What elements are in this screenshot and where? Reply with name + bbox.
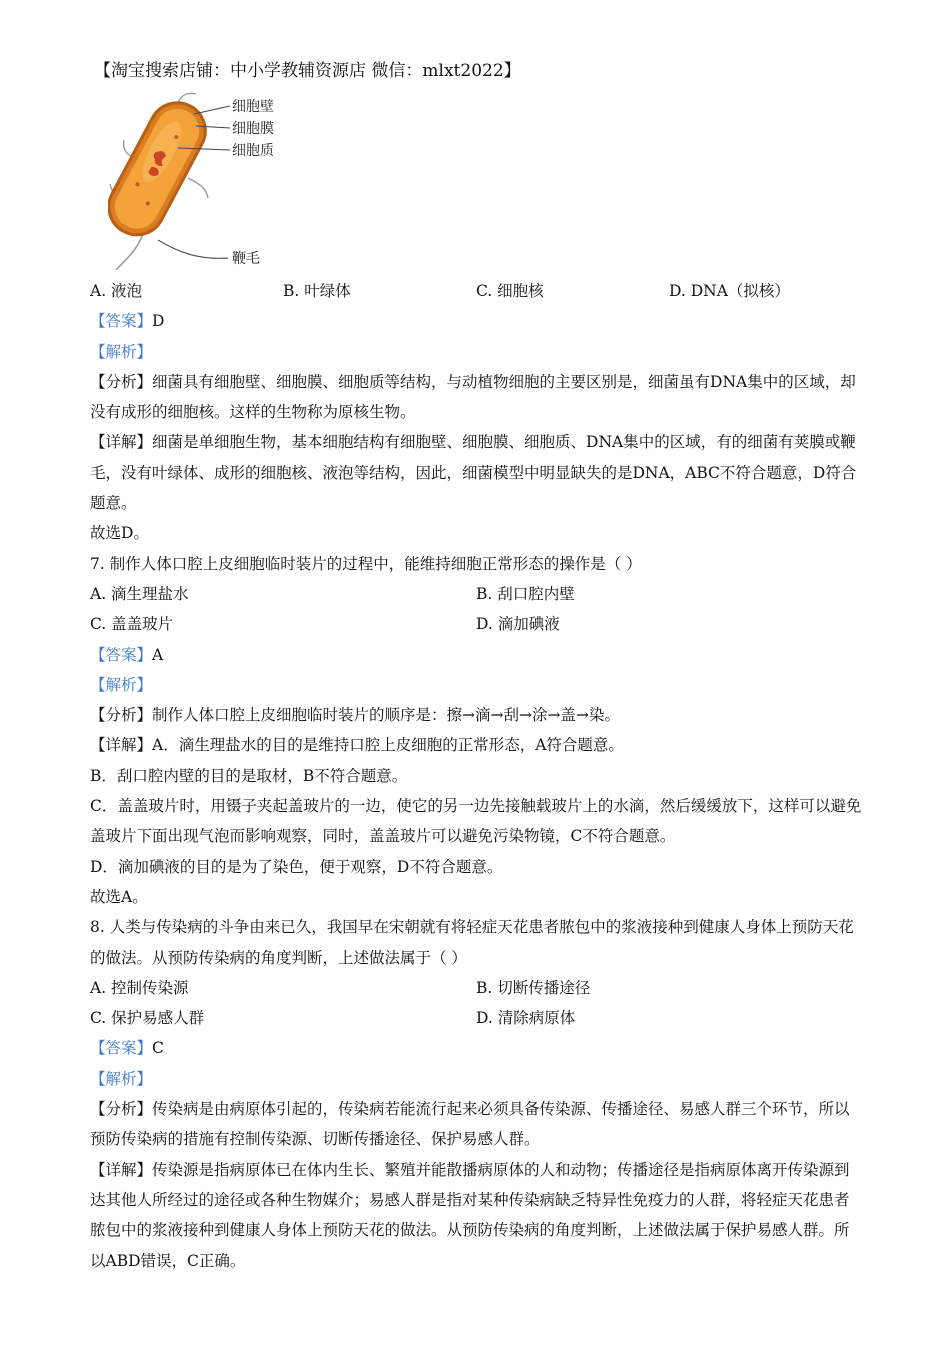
q6-answer	[90, 306, 862, 336]
fenxi-tag: 【分析】	[90, 706, 153, 725]
q7-option-c: C. 盖盖玻片	[90, 615, 174, 634]
q8-option-b: B. 切断传播途径	[476, 978, 591, 997]
q8-option-c: C. 保护易感人群	[90, 1009, 205, 1028]
q8-options-row2	[90, 1003, 862, 1033]
cell-wall-label: 细胞壁	[232, 99, 274, 115]
q6-conclusion: 故选D。	[90, 524, 149, 543]
fenxi-tag: 【分析】	[90, 372, 153, 391]
q7-jiexi	[90, 670, 862, 700]
answer-value: C	[152, 1039, 164, 1058]
shop-header: 【淘宝搜索店铺：中小学教辅资源店 微信：mlxt2022】	[94, 61, 521, 81]
q6-fenxi	[90, 367, 862, 428]
q8-question: 8. 人类与传染病的斗争由来已久，我国早在宋朝就有将轻症天花患者脓包中的浆液接种到健康人身体上预防天花的做法。从预防传染病的角度判断，上述做法属于（ ）	[90, 918, 854, 967]
q7-xiangjie	[90, 730, 862, 760]
q7-answer	[90, 640, 862, 670]
answer-value: D	[152, 312, 165, 331]
xiangjie-tag: 【详解】	[90, 736, 153, 755]
cytoplasm-label: 细胞质	[232, 143, 274, 159]
xiangjie-tag: 【详解】	[90, 433, 153, 452]
fenxi-text: 传染病是由病原体引起的，传染病若能流行起来必须具备传染源、传播途径、易感人群三个环节，所以预防传染病的措施有控制传染源、切断传播途径、保护易感人群。	[90, 1100, 850, 1149]
bacteria-illustration	[108, 92, 328, 270]
q7-conclusion: 故选A。	[90, 887, 148, 906]
bacteria-diagram	[108, 92, 328, 270]
answer-tag: 【答案】	[90, 312, 153, 331]
q6-jiexi	[90, 337, 862, 367]
xiangjie-tag: 【详解】	[90, 1160, 153, 1179]
q7-options-row1	[90, 579, 862, 609]
q7-option-d: D. 滴加碘液	[476, 615, 560, 634]
q8-option-d: D. 清除病原体	[476, 1009, 576, 1028]
q7-options-row2	[90, 609, 862, 639]
q6-option-d: D. DNA（拟核）	[669, 282, 790, 300]
answer-tag: 【答案】	[90, 1039, 153, 1058]
jiexi-tag: 【解析】	[90, 675, 153, 694]
q6-xiangjie	[90, 427, 862, 518]
q7-option-d-explain: D．滴加碘液的目的是为了染色，便于观察，D不符合题意。	[90, 857, 503, 876]
q7-fenxi	[90, 700, 862, 730]
jiexi-tag: 【解析】	[90, 342, 153, 361]
xiangjie-text: A．滴生理盐水的目的是维持口腔上皮细胞的正常形态，A符合题意。	[152, 736, 624, 755]
cell-membrane-label: 细胞膜	[232, 121, 274, 137]
q8-fenxi	[90, 1094, 862, 1155]
q7-option-c-explain: C．盖盖玻片时，用镊子夹起盖玻片的一边，使它的另一边先接触载玻片上的水滴，然后缓缓放下，这样可以避免盖玻片下面出现气泡而影响观察，同时，盖盖玻片可以避免污染物镜，C不符合题意。	[90, 797, 862, 846]
fenxi-tag: 【分析】	[90, 1100, 153, 1119]
answer-value: A	[152, 645, 164, 664]
answer-tag: 【答案】	[90, 645, 153, 664]
document-page	[90, 56, 862, 1276]
q8-answer	[90, 1033, 862, 1063]
q7-option-a: A. 滴生理盐水	[90, 584, 189, 603]
q7-option-b-explain: B．刮口腔内壁的目的是取材，B不符合题意。	[90, 766, 408, 785]
flagellum-label: 鞭毛	[232, 251, 260, 267]
q8-jiexi	[90, 1064, 862, 1094]
jiexi-tag: 【解析】	[90, 1069, 153, 1088]
q8-options-row1	[90, 973, 862, 1003]
q6-options	[90, 276, 862, 306]
q6-option-c: C. 细胞核	[476, 282, 544, 300]
fenxi-text: 细菌具有细胞壁、细胞膜、细胞质等结构，与动植物细胞的主要区别是，细菌虽有DNA集中的区域，却没有成形的细胞核。这样的生物称为原核生物。	[90, 372, 856, 422]
q8-xiangjie	[90, 1155, 862, 1276]
q6-option-a: A. 液泡	[90, 282, 143, 300]
fenxi-text: 制作人体口腔上皮细胞临时装片的顺序是：擦→滴→刮→涂→盖→染。	[152, 706, 620, 725]
q6-option-b: B. 叶绿体	[283, 282, 351, 300]
q8-option-a: A. 控制传染源	[90, 978, 189, 997]
q7-question: 7. 制作人体口腔上皮细胞临时装片的过程中，能维持细胞正常形态的操作是（ ）	[90, 554, 642, 573]
xiangjie-text: 传染源是指病原体已在体内生长、繁殖并能散播病原体的人和动物；传播途径是指病原体离开传染源到达其他人所经过的途径或各种生物媒介；易感人群是指对某种传染病缺乏特异性免疫力的人群，将轻症天花患者脓包中的浆液接种到健康人身体上预防天花的做法。从预防传染病的角度判断，上述做法属于保护易感人群。所以ABD错误，C正确。	[90, 1160, 850, 1270]
q7-option-b: B. 刮口腔内壁	[476, 584, 575, 603]
xiangjie-text: 细菌是单细胞生物，基本细胞结构有细胞壁、细胞膜、细胞质、DNA集中的区域，有的细菌有荚膜或鞭毛，没有叶绿体、成形的细胞核、液泡等结构，因此，细菌模型中明显缺失的是DNA，ABC不符合题意，D符合题意。	[90, 433, 857, 513]
